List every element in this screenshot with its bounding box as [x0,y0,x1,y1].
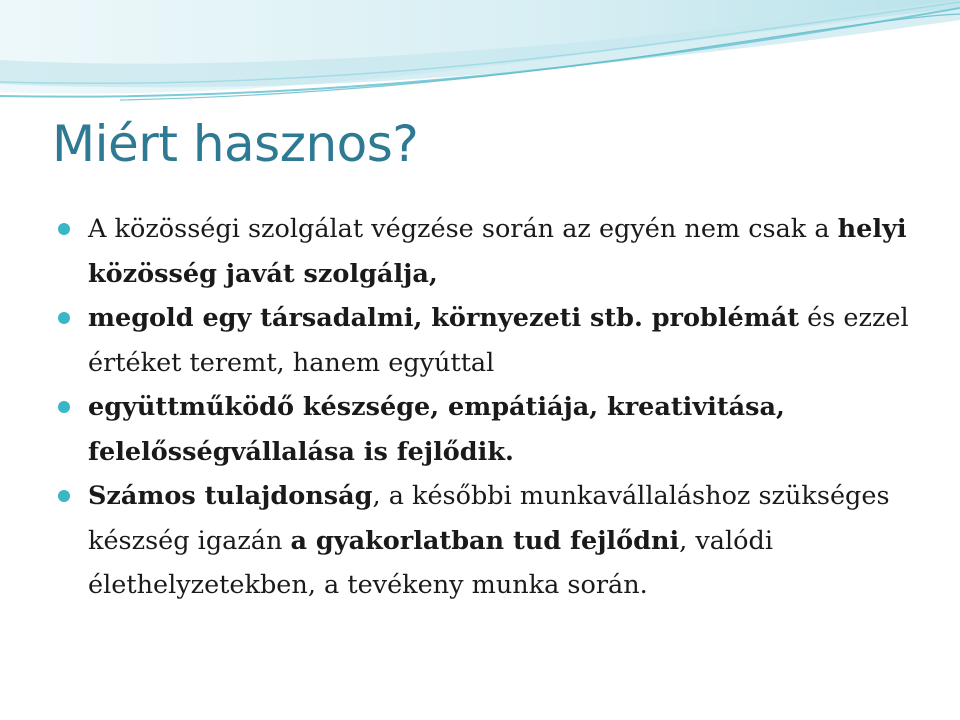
bullet-1-text-1: A közösségi szolgálat végzése során az egyén nem csak a [88,214,838,244]
bullet-4-text-4: , valódi élethelyzetekben, a tevékeny munka során. [88,525,773,600]
bullet-4-text-1: Számos tulajdonság [88,481,373,511]
bullet-dot-icon [58,401,70,413]
bullet-item-2 [58,296,938,385]
bullet-item-3 [58,385,938,474]
bullet-dot-icon [58,223,70,235]
bullet-4-text-3: a gyakorlatban tud fejlődni [290,525,680,556]
bullet-4-text-2: , a későbbi munkavállaláshoz szükséges készség igazán [88,481,890,556]
bullet-3-text-1: együttműködő készsége, empátiája, kreativitása, felelősségvállalása is fejlődik. [88,392,785,467]
bullet-2-text-2: és ezzel értéket teremt, hanem egyúttal [88,303,909,378]
bullet-dot-icon [58,312,70,324]
bullet-1-text-2: helyi közösség javát szolgálja, [88,214,907,289]
slide-title: Miért hasznos? [52,115,419,173]
bullet-list [58,207,938,608]
bullet-dot-icon [58,490,70,502]
bullet-item-4 [58,474,938,608]
wave-decoration [0,0,960,110]
bullet-2-text-1: megold egy társadalmi, környezeti stb. problémát [88,303,800,333]
bullet-item-1 [58,207,938,296]
